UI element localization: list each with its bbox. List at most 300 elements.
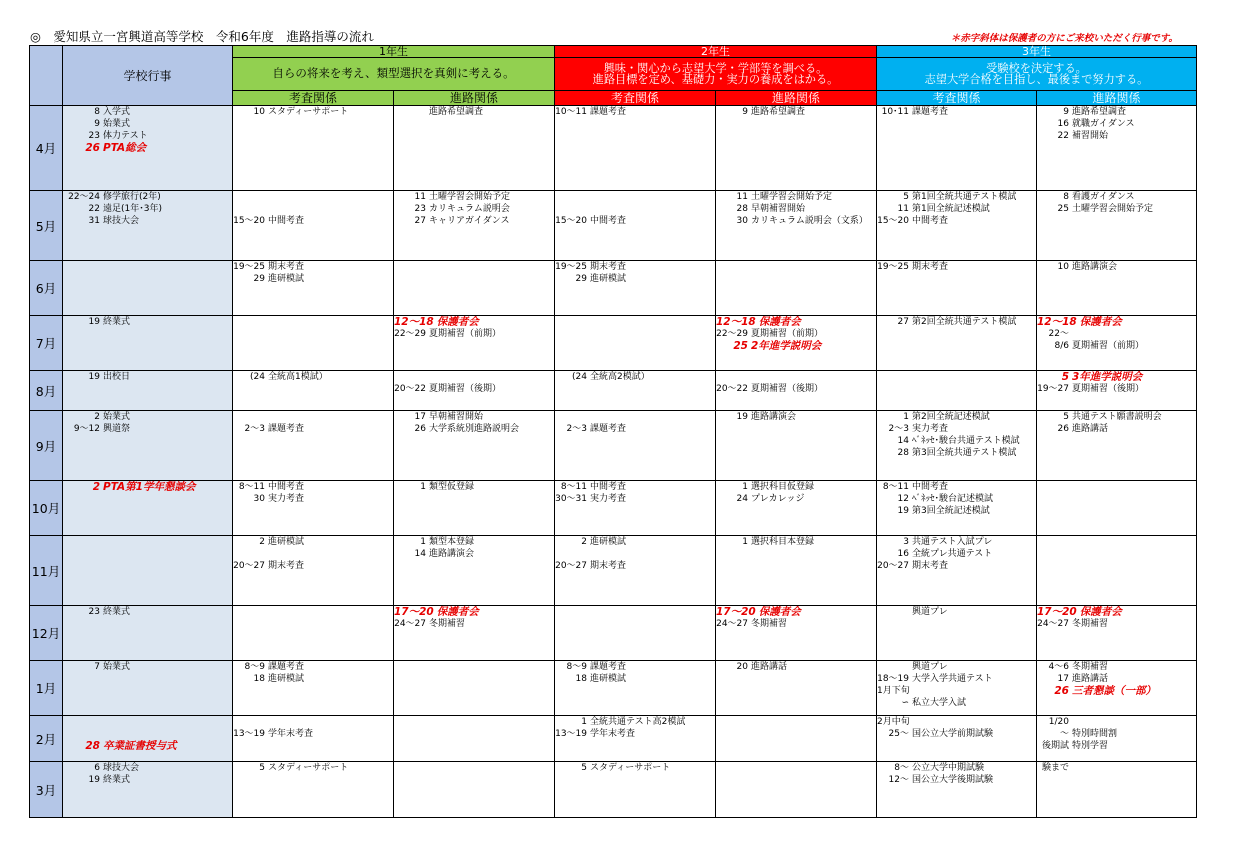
event-date: 26 [1057,424,1069,434]
grade2-exam-cell [555,481,716,536]
grade3-exam-cell [877,411,1037,481]
grade2-exam-cell [555,261,716,316]
event-text: 保護者会 [758,606,801,618]
grade2-career-cell [716,606,877,661]
event-item [555,411,715,423]
event-item [716,371,876,383]
event-text: 中間考査 [590,216,627,226]
event-text: 全統高2模試） [590,372,650,382]
event-text: 進路講話 [1072,674,1109,684]
event-item [555,661,715,673]
event-text: 夏期補習（後期） [429,384,502,394]
event-item [555,536,715,548]
event-text: 期末考査 [590,561,627,571]
event-date: 19 [736,412,748,422]
event-date: 2～3 [244,424,265,434]
event-date: 22～29 [716,329,748,339]
grade1-exam-cell [233,191,394,261]
event-text: 全統高1模試） [268,372,328,382]
grade2-exam-cell [555,661,716,716]
page-title: ◎ 愛知県立一宮興道高等学校 令和6年度 進路指導の流れ [30,29,374,44]
event-text: 保護者会 [758,316,801,328]
school-events-cell [63,316,233,371]
event-item [877,106,1036,118]
event-text: 夏期補習（前期） [1072,341,1145,351]
event-date: (24 [250,372,265,382]
event-text: 特別学習 [1072,741,1109,751]
event-date: 26 [1054,685,1069,697]
event-item [1037,740,1196,752]
grade2-exam-cell [555,716,716,762]
event-date: 29 [253,274,265,284]
event-item [233,481,393,493]
event-item [233,215,393,227]
event-date: 27 [897,317,909,327]
school-events-cell [63,716,233,762]
event-item [63,606,232,618]
event-item [555,728,715,740]
event-date: 15～20 [233,216,265,226]
grade2-career-cell [716,536,877,606]
grade3-exam-header: 考査関係 [877,91,1037,106]
event-item [555,481,715,493]
event-item [555,106,715,118]
event-text: 期末考査 [268,262,305,272]
event-text: 選択科目仮登録 [751,482,815,492]
event-text [1072,762,1196,774]
event-item [233,203,393,215]
event-item [555,548,715,560]
event-item [63,142,232,154]
event-date: 11 [897,204,909,214]
event-item [1037,106,1196,118]
event-date: 23 [414,204,426,214]
event-item [555,273,715,285]
grade2-exam-cell [555,316,716,371]
school-events-cell [63,261,233,316]
event-date: 8～11 [882,482,909,492]
month-label: 1月 [30,661,63,716]
grade3-exam-cell [877,106,1037,191]
event-item [877,261,1036,273]
event-text: PTA第1学年懇談会 [103,481,196,493]
event-text: 期末考査 [268,561,305,571]
event-date: 17 [414,412,426,422]
grade3-exam-cell [877,661,1037,716]
event-item [716,493,876,505]
event-item [716,215,876,227]
event-date: 2月中旬 [877,717,910,727]
event-date: 22～24 [68,192,100,202]
event-text: 大学系統別進路説明会 [429,424,520,434]
event-date: 10 [253,107,265,117]
event-date: 9 [742,107,748,117]
event-item [1037,606,1196,618]
event-date: 18 [253,674,265,684]
grade1-career-cell [394,661,555,716]
event-text: 遠足(1年･3年) [103,204,162,214]
event-text: 課題考査 [590,424,627,434]
event-item [716,340,876,352]
grade3-career-header: 進路関係 [1037,91,1197,106]
event-item [555,191,715,203]
event-item [233,716,393,728]
grade1-exam-cell [233,261,394,316]
grade1-exam-cell [233,316,394,371]
event-date: 5 [259,763,265,773]
event-text: 進路希望調査 [1072,107,1127,117]
grade3-exam-cell [877,481,1037,536]
event-date: 2～3 [566,424,587,434]
event-date: 9 [1063,107,1069,117]
event-text: 選択科目本登録 [751,537,815,547]
event-item [1037,383,1196,395]
event-date: 26 [85,142,100,154]
grade3-career-cell [1037,371,1197,411]
event-text: 共通テスト願書説明会 [1072,412,1162,422]
event-item [394,371,554,383]
event-text: 第2回全統共通テスト模試 [912,317,1017,327]
event-item [63,774,232,786]
event-item [63,762,232,774]
event-item [877,423,1036,435]
event-item [233,371,393,383]
event-item [877,191,1036,203]
event-item [394,548,554,560]
grade1-exam-cell [233,762,394,818]
corner-cell [30,46,63,106]
event-item [555,215,715,227]
school-events-cell [63,481,233,536]
event-item [233,261,393,273]
event-item [63,716,232,728]
month-label: 6月 [30,261,63,316]
grade2-exam-cell [555,191,716,261]
month-label: 5月 [30,191,63,261]
event-text: 中間考査 [268,482,305,492]
event-date: 30 [253,494,265,504]
grade3-career-cell [1037,191,1197,261]
event-item [233,548,393,560]
grade2-career-header: 進路関係 [716,91,877,106]
grade3-goal: 受験校を決定する。 志望大学合格を目指し、最後まで努力する。 [877,58,1197,91]
event-date: 5 [1063,412,1069,422]
event-text: 夏期補習（後期） [751,384,824,394]
grade1-exam-cell [233,106,394,191]
event-date: 20～22 [716,384,748,394]
event-text: 夏期補習（前期） [429,329,502,339]
grade2-career-cell [716,716,877,762]
event-date: 22～ [1048,329,1069,339]
month-label: 4月 [30,106,63,191]
event-date: 5 [903,192,909,202]
event-text: 進研模試 [590,537,627,547]
event-date: 11 [414,192,426,202]
event-text: 進研模試 [268,537,305,547]
event-date: 19～25 [233,262,265,272]
event-item [394,383,554,395]
event-date: 19～25 [877,262,909,272]
event-text: 三者懇談（一部） [1072,685,1156,697]
event-text: 大学入学共通テスト [912,674,993,684]
event-date: 1 [903,412,909,422]
event-date: 1 [420,482,426,492]
grade1-career-cell [394,371,555,411]
event-date: 19 [88,372,100,382]
event-text: 類型仮登録 [429,482,475,492]
event-item [877,560,1036,572]
grade1-career-cell [394,191,555,261]
event-text [1072,716,1196,728]
event-item [1037,261,1196,273]
grade1-career-cell [394,536,555,606]
event-date [877,606,912,618]
event-date: 10･11 [881,107,909,117]
event-text: 進研模試 [268,674,305,684]
event-text: 2年進学説明会 [751,340,822,352]
event-item [555,423,715,435]
event-item [1037,762,1196,774]
month-row [30,536,1197,606]
event-text: 保護者会 [1079,606,1122,618]
grade3-career-cell [1037,106,1197,191]
event-text: 中間考査 [912,482,949,492]
event-item [555,261,715,273]
event-text: 終業式 [103,775,131,785]
event-item [877,481,1036,493]
event-date: 17～20 [394,606,434,618]
event-date: 18 [575,674,587,684]
event-date: 13～19 [555,729,587,739]
event-text: 出校日 [103,372,131,382]
event-date: 24 [736,494,748,504]
event-item [1037,685,1196,697]
grade2-career-cell [716,762,877,818]
month-row [30,411,1197,481]
event-date: 29 [575,274,587,284]
event-item [1037,316,1196,328]
grade2-career-cell [716,411,877,481]
event-item [716,606,876,618]
event-text: カリキュラム説明会 [429,204,510,214]
event-item [233,661,393,673]
event-item [716,316,876,328]
event-item [716,481,876,493]
grade2-career-cell [716,316,877,371]
event-item [1037,328,1196,340]
event-text: ﾍﾞﾈｯｾ･駿台共通テスト模試 [912,436,1020,446]
event-date: 1 [581,717,587,727]
event-text: 第3回全統共通テスト模試 [912,448,1017,458]
event-date: 25 [733,340,748,352]
event-text: 国公立大学後期試験 [912,775,994,785]
event-text: 卒業証書授与式 [103,740,177,752]
school-events-cell [63,191,233,261]
grade3-header: 3年生 [877,46,1197,58]
grade1-career-cell [394,606,555,661]
event-text: 課題考査 [590,662,627,672]
event-date: 8/6 [1054,341,1069,351]
event-text: 保護者会 [436,606,479,618]
event-item [555,493,715,505]
event-text: 進路講演会 [751,412,797,422]
event-item [63,106,232,118]
school-events-cell [63,371,233,411]
month-row [30,371,1197,411]
grade2-career-cell [716,191,877,261]
event-item [716,618,876,630]
event-date: ～ [1059,729,1069,739]
event-item [1037,371,1196,383]
event-text: 進路講話 [751,662,788,672]
event-date: 験まで [1041,763,1069,773]
grade3-exam-cell [877,606,1037,661]
grade1-career-header: 進路関係 [394,91,555,106]
month-row [30,261,1197,316]
event-date: 7 [94,662,100,672]
event-text: 体力テスト [103,131,148,141]
event-item [63,481,232,493]
event-date: 28 [897,448,909,458]
event-text: 類型本登録 [429,537,475,547]
event-text: 進研模試 [268,274,305,284]
month-label: 8月 [30,371,63,411]
event-text: スタディーサポート [590,763,671,773]
grade2-exam-cell [555,411,716,481]
event-text: 進路希望調査 [751,107,806,117]
event-item [877,316,1036,328]
event-date: 18～19 [877,674,909,684]
event-item [233,493,393,505]
event-text: 進路講演会 [429,549,475,559]
grade2-exam-cell [555,106,716,191]
grade2-exam-cell [555,606,716,661]
event-item [63,316,232,328]
event-item [877,716,1036,728]
grade1-career-cell [394,261,555,316]
event-date: 13～19 [233,729,265,739]
event-text: 土曜学習会開始予定 [429,192,511,202]
event-item [233,191,393,203]
grade3-career-cell [1037,716,1197,762]
grade3-exam-cell [877,371,1037,411]
event-text: 終業式 [103,607,131,617]
event-item [877,447,1036,459]
event-text: 期末考査 [590,262,627,272]
event-text: 球技大会 [103,763,140,773]
month-row [30,762,1197,818]
event-date: 10 [1057,262,1069,272]
event-item [233,728,393,740]
grade1-career-cell [394,316,555,371]
event-text: 期末考査 [912,262,949,272]
event-date: 9 [94,119,100,129]
event-text: 補習開始 [1072,131,1109,141]
event-item [877,493,1036,505]
legend-note: ＊赤字斜体は保護者の方にご来校いただく行事です。 [950,33,1178,44]
event-date: 17 [1057,674,1069,684]
event-date: 25～ [888,729,909,739]
event-item [1037,423,1196,435]
event-date: 19 [897,506,909,516]
event-item [877,661,1036,673]
event-date: 23 [88,131,100,141]
event-date: 22 [1057,131,1069,141]
event-date: 19 [88,775,100,785]
event-item [394,203,554,215]
event-date: 22～29 [394,329,426,339]
event-date: 8～11 [560,482,587,492]
event-date: 3 [903,537,909,547]
event-text: 進路希望調査 [429,107,484,117]
grade2-career-cell [716,106,877,191]
event-item [555,371,715,383]
event-text: 冬期補習 [1072,619,1109,629]
event-text: 夏期補習（後期） [1072,384,1145,394]
event-text: 夏期補習（前期） [751,329,824,339]
event-date: 19～25 [555,262,587,272]
school-events-header: 学校行事 [63,46,233,106]
event-text: 共通テスト入試プレ [912,537,993,547]
event-item [63,728,232,740]
event-item [1037,618,1196,630]
event-date: 8～ [894,763,909,773]
event-text: 始業式 [103,412,131,422]
grade1-exam-cell [233,716,394,762]
event-item [394,423,554,435]
school-events-cell [63,661,233,716]
school-events-cell [63,411,233,481]
event-item [877,411,1036,423]
event-text: スタディーサポート [268,107,349,117]
event-text: 進研模試 [590,674,627,684]
event-date: 12～18 [716,316,756,328]
event-text: 修学旅行(2年) [103,192,161,202]
event-date: 12 [897,494,909,504]
event-text: ﾍﾞﾈｯｾ･駿台記述模試 [912,494,994,504]
grade1-career-cell [394,716,555,762]
event-date: 1月下旬 [877,686,910,696]
event-date: 12～18 [394,316,434,328]
event-item [877,536,1036,548]
event-item [877,728,1036,740]
event-item [63,661,232,673]
event-item [877,673,1036,685]
event-date: 9～12 [73,424,100,434]
event-item [233,762,393,774]
grade1-exam-cell [233,481,394,536]
event-text: 保護者会 [1079,316,1122,328]
event-date: 8 [1063,192,1069,202]
event-date: 20 [736,662,748,672]
event-item [555,716,715,728]
event-text: 期末考査 [912,561,949,571]
event-text: カリキュラム説明会（文系） [751,216,868,226]
month-row [30,191,1197,261]
event-date: 2～3 [888,424,909,434]
event-item [1037,673,1196,685]
grade3-career-cell [1037,261,1197,316]
event-text: 土曜学習会開始予定 [1072,204,1154,214]
event-date: 16 [1057,119,1069,129]
event-item [1037,191,1196,203]
month-label: 11月 [30,536,63,606]
event-text: 進研模試 [590,274,627,284]
event-item [1037,411,1196,423]
event-date: 20～27 [877,561,909,571]
event-item [555,673,715,685]
school-events-cell [63,536,233,606]
